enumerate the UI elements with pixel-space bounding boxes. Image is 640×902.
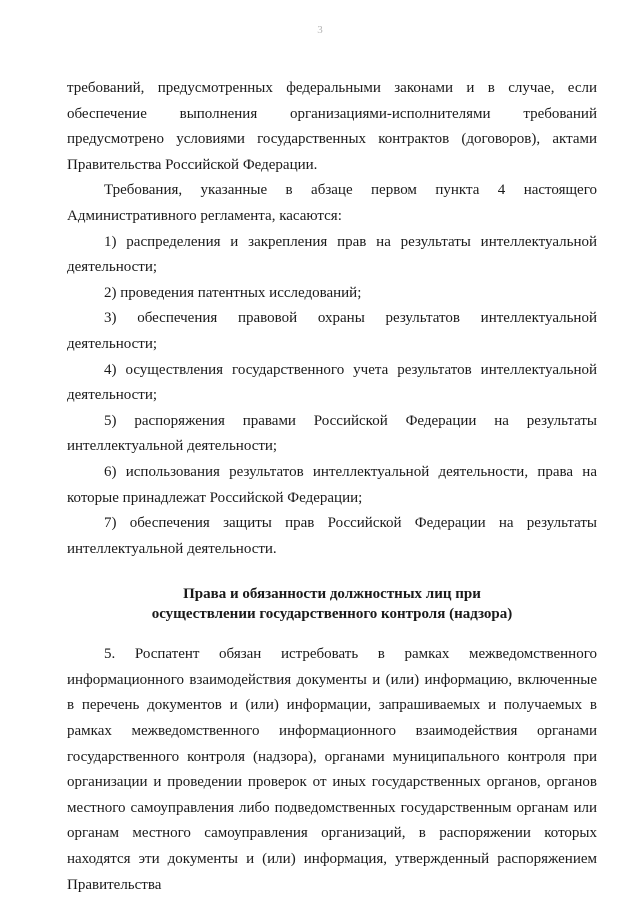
list-item-6: 6) использования результатов интеллектуальной деятельности, права на которые принадлежат Российской Федерации; <box>67 463 597 506</box>
section-heading-line-2: осуществлении государственного контроля (надзора) <box>151 606 513 623</box>
page-number: 3 <box>317 24 323 36</box>
document-body <box>67 76 597 898</box>
list-item-3: 3) обеспечения правовой охраны результатов интеллектуальной деятельности; <box>67 310 597 352</box>
section-heading <box>67 584 597 624</box>
paragraph-continuation: требований, предусмотренных федеральными законами и в случае, если обеспечение выполнения организациями-исполнителями требований предусмотрено условиями государственных контрактов (договоров), актами Правительства Российской Федерации. <box>67 80 597 173</box>
list-item-4: 4) осуществления государственного учета результатов интеллектуальной деятельности; <box>67 361 597 404</box>
section-heading-line-1: Права и обязанности должностных лиц при <box>183 586 481 603</box>
list-item-7: 7) обеспечения защиты прав Российской Федерации на результаты интеллектуальной деятельности. <box>67 515 597 557</box>
paragraph-requirements-intro: Требования, указанные в абзаце первом пункта 4 настоящего Административного регламента, касаются: <box>67 182 597 224</box>
list-item-5: 5) распоряжения правами Российской Федерации на результаты интеллектуальной деятельности; <box>67 412 597 455</box>
list-item-1: 1) распределения и закрепления прав на результаты интеллектуальной деятельности; <box>67 233 597 276</box>
list-item-2: 2) проведения патентных исследований; <box>104 284 362 301</box>
paragraph-item-5: 5. Роспатент обязан истребовать в рамках межведомственного информационного взаимодействия документы и (или) информацию, включенные в перечень документов и (или) информации, запрашиваемых и получаемых в рамках межведомственного информационного взаимодействия органами государственного контроля (надзора), органами муниципального контроля при организации и проведении проверок от иных государственных органов, органов местного самоуправления либо подведомственных государственным органам или органам местного самоуправления организаций, в распоряжении которых находятся эти документы и (или) информация, утвержденный распоряжением Правительства <box>67 646 597 893</box>
